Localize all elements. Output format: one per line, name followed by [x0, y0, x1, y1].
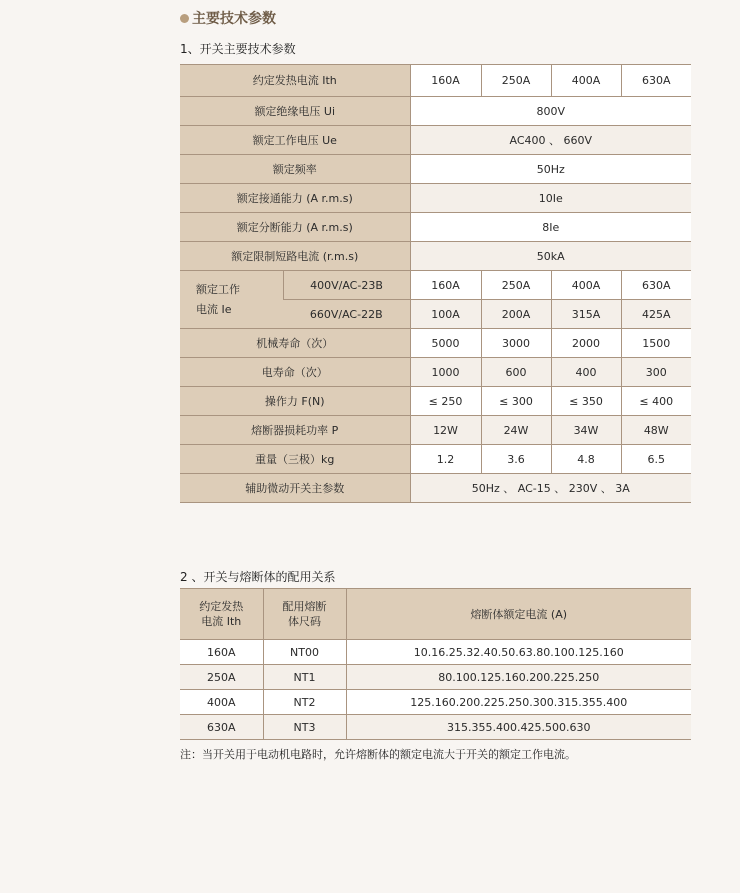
ie-label	[180, 271, 283, 329]
cell: 400A	[180, 690, 263, 715]
cell: 250A	[481, 271, 551, 300]
table-row	[180, 271, 691, 300]
cell: 630A	[180, 715, 263, 740]
cell: AC400 、 660V	[410, 126, 691, 155]
cell: ≤ 300	[481, 387, 551, 416]
row-label: 额定接通能力 (A r.m.s)	[180, 184, 410, 213]
table-row	[180, 155, 691, 184]
cell: 315.355.400.425.500.630	[346, 715, 691, 740]
cell: 48W	[621, 416, 691, 445]
row-label: 电寿命（次）	[180, 358, 410, 387]
row-label: 额定限制短路电流 (r.m.s)	[180, 242, 410, 271]
cell: 160A	[180, 640, 263, 665]
cell: 160A	[410, 271, 481, 300]
ie-sub-label: 400V/AC-23B	[283, 271, 410, 300]
section-title-text: 主要技术参数	[192, 11, 276, 27]
cell: 50Hz 、 AC-15 、 230V 、 3A	[410, 474, 691, 503]
cell: 50kA	[410, 242, 691, 271]
cell: 250A	[481, 65, 551, 97]
row-label: 熔断器损耗功率 P	[180, 416, 410, 445]
cell: NT1	[263, 665, 346, 690]
cell: 400A	[551, 65, 621, 97]
section-title	[180, 8, 276, 28]
cell: 425A	[621, 300, 691, 329]
cell: 200A	[481, 300, 551, 329]
cell: NT2	[263, 690, 346, 715]
cell: NT3	[263, 715, 346, 740]
cell: 400	[551, 358, 621, 387]
table-row	[180, 358, 691, 387]
header-line: 体尺码	[288, 615, 321, 628]
row-label: 额定工作电压 Ue	[180, 126, 410, 155]
cell: 8Ie	[410, 213, 691, 242]
cell: 10Ie	[410, 184, 691, 213]
row-label: 额定绝缘电压 Ui	[180, 97, 410, 126]
table-row	[180, 445, 691, 474]
row-label: 机械寿命（次）	[180, 329, 410, 358]
cell: 1500	[621, 329, 691, 358]
cell: 125.160.200.225.250.300.315.355.400	[346, 690, 691, 715]
cell: 50Hz	[410, 155, 691, 184]
table-row	[180, 213, 691, 242]
footnote: 注：当开关用于电动机电路时，允许熔断体的额定电流大于开关的额定工作电流。	[180, 748, 576, 761]
table-row	[180, 387, 691, 416]
cell: 315A	[551, 300, 621, 329]
table-row	[180, 97, 691, 126]
table1-title: 1、开关主要技术参数	[180, 42, 296, 56]
table-row	[180, 416, 691, 445]
header-line: 配用熔断	[282, 600, 327, 613]
cell: 630A	[621, 65, 691, 97]
tech-params-table	[180, 64, 691, 503]
row-label: 操作力 F(N)	[180, 387, 410, 416]
bullet-dot-icon	[180, 14, 189, 23]
cell: 630A	[621, 271, 691, 300]
table-row	[180, 690, 691, 715]
cell: 1000	[410, 358, 481, 387]
cell: 300	[621, 358, 691, 387]
row-label: 约定发热电流 Ith	[180, 65, 410, 97]
column-header: 熔断体额定电流 (A)	[346, 589, 691, 640]
row-label: 辅助微动开关主参数	[180, 474, 410, 503]
row-label: 额定频率	[180, 155, 410, 184]
table-row	[180, 474, 691, 503]
table-row	[180, 640, 691, 665]
cell: 400A	[551, 271, 621, 300]
header-line: 约定发热	[199, 600, 244, 613]
cell: 160A	[410, 65, 481, 97]
cell: 4.8	[551, 445, 621, 474]
cell: 12W	[410, 416, 481, 445]
ie-label-line1: 额定工作	[196, 282, 240, 296]
cell: ≤ 250	[410, 387, 481, 416]
cell: NT00	[263, 640, 346, 665]
table-row	[180, 65, 691, 97]
table-row	[180, 329, 691, 358]
cell: ≤ 350	[551, 387, 621, 416]
header-line: 电流 Ith	[201, 615, 242, 628]
cell: 1.2	[410, 445, 481, 474]
cell: 600	[481, 358, 551, 387]
table2-title: 2 、开关与熔断体的配用关系	[180, 570, 336, 584]
cell: 5000	[410, 329, 481, 358]
fuse-matching-table	[180, 588, 691, 740]
cell: 3.6	[481, 445, 551, 474]
row-label: 重量（三极）kg	[180, 445, 410, 474]
table-header-row	[180, 589, 691, 640]
table-row	[180, 242, 691, 271]
cell: 2000	[551, 329, 621, 358]
cell: 3000	[481, 329, 551, 358]
cell: ≤ 400	[621, 387, 691, 416]
ie-label-line2: 电流 Ie	[196, 302, 232, 316]
table-row	[180, 715, 691, 740]
column-header	[263, 589, 346, 640]
cell: 24W	[481, 416, 551, 445]
table-row	[180, 126, 691, 155]
cell: 10.16.25.32.40.50.63.80.100.125.160	[346, 640, 691, 665]
cell: 250A	[180, 665, 263, 690]
table-row	[180, 665, 691, 690]
row-label: 额定分断能力 (A r.m.s)	[180, 213, 410, 242]
cell: 80.100.125.160.200.225.250	[346, 665, 691, 690]
cell: 800V	[410, 97, 691, 126]
cell: 100A	[410, 300, 481, 329]
table-row	[180, 184, 691, 213]
column-header	[180, 589, 263, 640]
cell: 34W	[551, 416, 621, 445]
ie-sub-label: 660V/AC-22B	[283, 300, 410, 329]
cell: 6.5	[621, 445, 691, 474]
